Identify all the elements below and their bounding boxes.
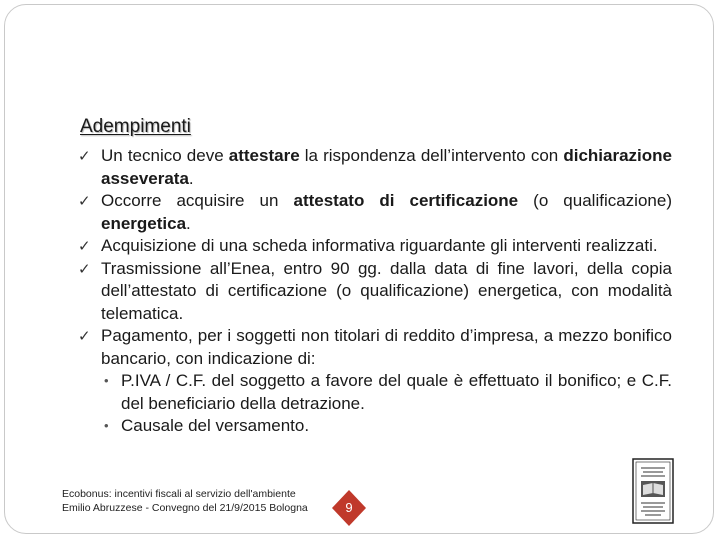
bullet-text	[101, 326, 672, 368]
sub-bullet-item	[101, 370, 672, 415]
sub-bullet-list	[101, 370, 672, 438]
text-run: Pagamento, per i soggetti non titolari di reddito d’impresa, a mezzo bonifico bancario, con indicazione di:	[101, 326, 672, 368]
bullet-text	[101, 146, 672, 188]
text-run: la rispondenza dell’intervento con	[299, 146, 564, 165]
footer-line-1: Ecobonus: incentivi fiscali al servizio dell'ambiente	[62, 488, 296, 500]
sub-bullet-text: P.IVA / C.F. del soggetto a favore del quale è effettuato il bonifico; e C.F. del beneficiario della detrazione.	[121, 371, 672, 413]
bullet-list	[78, 145, 672, 438]
dot-icon: •	[104, 418, 109, 433]
sub-bullet-item	[101, 415, 672, 438]
bullet-item	[78, 258, 672, 326]
checkmark-icon: ✓	[78, 147, 91, 165]
text-run: Trasmissione all’Enea, entro 90 gg. dalla data di fine lavori, della copia dell’attestato di certificazione (o qualificazione) energetica, con modalità telematica.	[101, 258, 672, 323]
checkmark-icon: ✓	[78, 259, 91, 278]
bullet-text	[101, 191, 672, 233]
order-seal-logo-icon	[632, 458, 674, 524]
checkmark-icon: ✓	[78, 237, 91, 255]
sub-bullet-text: Causale del versamento.	[121, 416, 310, 435]
text-run: Acquisizione di una scheda informativa riguardante gli interventi realizzati.	[101, 236, 658, 255]
footer-line-2: Emilio Abruzzese - Convegno del 21/9/2015 Bologna	[62, 502, 308, 514]
page-number: 9	[345, 500, 353, 515]
checkmark-icon: ✓	[78, 327, 91, 345]
slide-heading: Adempimenti	[80, 116, 191, 137]
bullet-item	[78, 235, 672, 258]
footer-text	[62, 487, 308, 515]
text-run: Un tecnico deve	[101, 146, 229, 165]
text-run: .	[186, 213, 191, 233]
text-run: .	[188, 168, 194, 188]
text-run: (o qualificazione)	[518, 191, 672, 210]
bullet-item	[78, 325, 672, 438]
checkmark-icon: ✓	[78, 192, 91, 210]
bullet-item	[78, 190, 672, 235]
text-run: Occorre acquisire un	[101, 191, 294, 210]
bullet-text	[101, 259, 672, 323]
bold-text: attestare	[228, 146, 300, 165]
dot-icon: •	[104, 373, 109, 388]
bullet-item	[78, 145, 672, 190]
bold-text: attestato di certificazione	[293, 191, 519, 210]
bold-text: energetica	[101, 213, 187, 233]
bold-text: dichiarazione asseverata	[101, 146, 672, 188]
bullet-text	[101, 236, 658, 255]
